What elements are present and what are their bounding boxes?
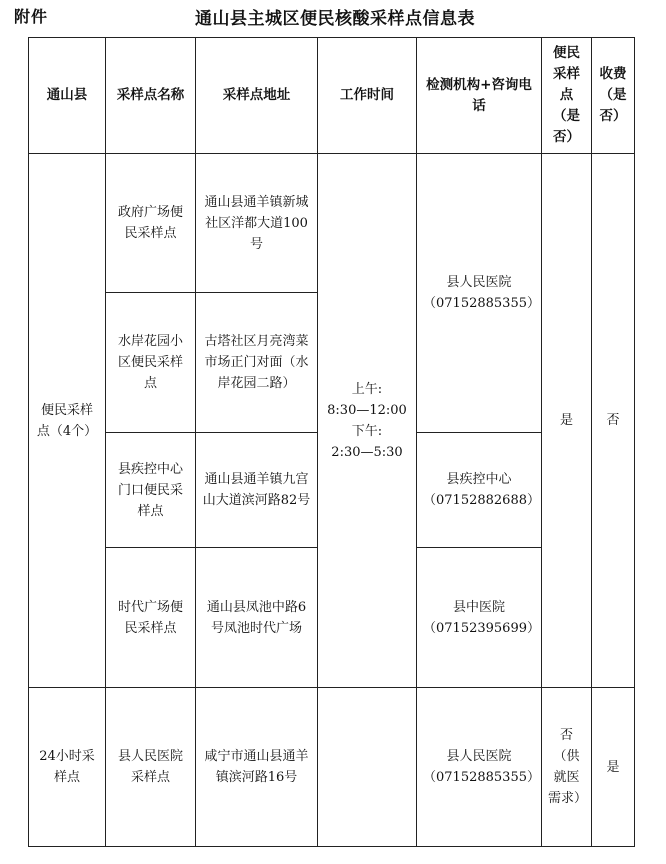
column-header-fee: 收费（是否） xyxy=(592,38,635,154)
agency-phone: （07152885355） xyxy=(423,296,540,311)
agency-cell xyxy=(417,433,542,548)
agency-name: 县人民医院 xyxy=(446,275,512,290)
column-header-hours: 工作时间 xyxy=(318,38,417,154)
agency-name: 县中医院 xyxy=(452,599,505,615)
hours-pm-label: 下午: xyxy=(351,423,383,439)
site-address: 通山县通羊镇新城社区洋都大道100号 xyxy=(196,154,318,293)
fee-value: 否 xyxy=(592,154,635,688)
hours-am: 8:30—12:00 xyxy=(327,402,407,418)
site-name: 水岸花园小区便民采样点 xyxy=(106,293,196,433)
agency-phone: （07152882688） xyxy=(423,493,540,508)
convenience-value: 否（供就医需求） xyxy=(542,688,592,847)
column-header-address: 采样点地址 xyxy=(196,38,318,154)
site-name: 政府广场便民采样点 xyxy=(106,154,196,293)
site-name: 时代广场便民采样点 xyxy=(106,548,196,688)
sampling-sites-table xyxy=(28,37,635,847)
site-address: 咸宁市通山县通羊镇滨河路16号 xyxy=(196,688,318,847)
agency-name: 县人民医院 xyxy=(446,749,512,764)
column-header-agency-phone: 检测机构+咨询电话 xyxy=(417,38,542,154)
agency-name: 县疾控中心 xyxy=(446,472,512,487)
site-address: 通山县通羊镇九宫山大道滨河路82号 xyxy=(196,433,318,548)
working-hours xyxy=(318,154,417,688)
agency-phone: （07152885355） xyxy=(423,770,540,785)
table-row xyxy=(29,154,635,293)
site-name: 县人民医院采样点 xyxy=(106,688,196,847)
header-row xyxy=(29,38,635,154)
group-label-convenience: 便民采样点（4个） xyxy=(29,154,106,688)
table-row xyxy=(29,688,635,847)
site-address: 通山县凤池中路6号凤池时代广场 xyxy=(196,548,318,688)
group-label-24h: 24小时采样点 xyxy=(29,688,106,847)
working-hours-empty xyxy=(318,688,417,847)
column-header-convenience: 便民采样点（是否） xyxy=(542,38,592,154)
fee-value: 是 xyxy=(592,688,635,847)
column-header-site-name: 采样点名称 xyxy=(106,38,196,154)
convenience-value: 是 xyxy=(542,154,592,688)
agency-cell xyxy=(417,688,542,847)
document-title: 通山县主城区便民核酸采样点信息表 xyxy=(195,9,475,29)
agency-cell xyxy=(417,548,542,688)
column-header-county: 通山县 xyxy=(29,38,106,154)
site-name: 县疾控中心门口便民采样点 xyxy=(106,433,196,548)
agency-cell xyxy=(417,154,542,433)
hours-am-label: 上午: xyxy=(351,381,383,397)
site-address: 古塔社区月亮湾菜市场正门对面（水岸花园二路） xyxy=(196,293,318,433)
appendix-label: 附件 xyxy=(14,7,49,26)
hours-pm: 2:30—5:30 xyxy=(331,444,403,460)
agency-phone: （07152395699） xyxy=(423,620,540,636)
